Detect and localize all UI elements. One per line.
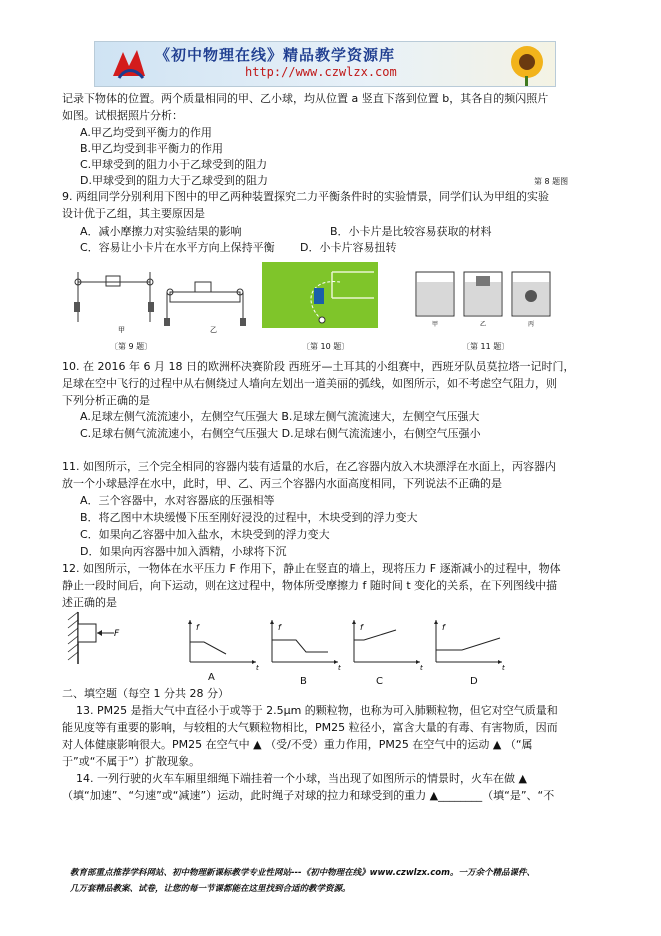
q11-line2: 放一个小球悬浮在水中，此时，甲、乙、丙三个容器内水面高度相同，下列说法不正确的是 bbox=[62, 477, 502, 490]
q10-line1: 10. 在 2016 年 6 月 18 日的欧洲杯决赛阶段 西班牙—土耳其的小组赛中，西班牙队员莫拉塔一记时门， bbox=[62, 360, 575, 373]
footer-line2: 几万套精品教案、试卷，让您的每一节课都能在这里找到合适的教学资源。 bbox=[70, 884, 351, 894]
q8-option-a: A.甲乙均受到平衡力的作用 bbox=[80, 126, 212, 139]
svg-text:f: f bbox=[442, 623, 445, 632]
q9-option-a: A．减小摩擦力对实验结果的影响 bbox=[80, 225, 242, 238]
q12-graph-label-d: D bbox=[470, 676, 478, 687]
q11-option-b: B．将乙图中木块缓慢下压至刚好浸没的过程中，木块受到的浮力变大 bbox=[80, 511, 418, 524]
q9-line1: 9. 两组同学分别利用下图中的甲乙两种装置探究二力平衡条件时的实验情景，同学们认为甲组的实验 bbox=[62, 190, 549, 203]
q8-option-c: C.甲球受到的阻力小于乙球受到的阻力 bbox=[80, 158, 268, 171]
q12-graph-a bbox=[186, 618, 262, 672]
fig11-sub-yi: 乙 bbox=[480, 321, 487, 328]
q12-graph-b bbox=[268, 618, 344, 672]
site-logo-icon bbox=[109, 46, 149, 82]
banner-title: 《初中物理在线》精品教学资源库 bbox=[155, 46, 396, 64]
fig9-sub-jia: 甲 bbox=[118, 326, 125, 334]
fig10-label: 〔第 10 题〕 bbox=[302, 342, 350, 351]
q14-line1: 14. 一列行驶的火车车厢里细绳下端挂着一个小球，当出现了如图所示的情景时，火车在做 ▲ bbox=[76, 772, 527, 785]
q12-force-label: F bbox=[114, 629, 120, 639]
q12-graph-label-b: B bbox=[300, 676, 307, 687]
q9-option-c: C．容易让小卡片在水平方向上保持平衡 bbox=[80, 241, 275, 254]
fig11-label: 〔第 11 题〕 bbox=[462, 342, 510, 351]
fig11-containers bbox=[412, 264, 552, 330]
q12-line2: 静止一段时间后，向下运动，则在这过程中，物体所受摩擦力 f 随时间 t 变化的关系，在下列图线中描 bbox=[62, 579, 558, 592]
q8-option-b: B.甲乙均受到非平衡力的作用 bbox=[80, 142, 224, 155]
q10-line3: 下列分析正确的是 bbox=[62, 394, 150, 407]
q11-option-d: D．如果向丙容器中加入酒精，小球将下沉 bbox=[80, 545, 287, 558]
q11-line1: 11. 如图所示，三个完全相同的容器内装有适量的水后，在乙容器内放入木块漂浮在水面上，丙容器内 bbox=[62, 460, 556, 473]
q10-options-ab: A.足球左侧气流流速小，左侧空气压强大 B.足球左侧气流流速大，左侧空气压强大 bbox=[80, 410, 480, 423]
footer-line1: 教育部重点推荐学科网站、初中物理新课标教学专业性网站---《初中物理在线》www.czwlzx.com。一万余个精品课件、 bbox=[70, 868, 535, 878]
q12-graph-c bbox=[350, 618, 426, 672]
q9-option-d: D．小卡片容易扭转 bbox=[300, 241, 397, 254]
q12-graph-label-a: A bbox=[208, 672, 215, 683]
svg-text:f: f bbox=[196, 623, 199, 632]
q12-line3: 述正确的是 bbox=[62, 596, 117, 609]
q10-options-cd: C.足球右侧气流流速小，右侧空气压强大 D.足球右侧气流流速小，右侧空气压强小 bbox=[80, 427, 481, 440]
fig10-pitch-image bbox=[262, 262, 378, 328]
q14-line2: （填“加速”、“匀速”或“减速”）运动，此时绳子对球的拉力和球受到的重力 ▲________（填“是”、“不 bbox=[62, 789, 555, 802]
q12-line1: 12. 如图所示，一物体在水平压力 F 作用下，静止在竖直的墙上，现将压力 F 逐渐减小的过程中，物体 bbox=[62, 562, 561, 575]
q13-line4: 于”或“不属于”）扩散现象。 bbox=[62, 755, 201, 768]
q8-line1: 记录下物体的位置。两个质量相同的甲、乙小球，均从位置 a 竖直下落到位置 b，其各自的频闪照片 bbox=[62, 92, 549, 105]
header-banner bbox=[94, 41, 556, 87]
q13-line3: 对人体健康影响很大。PM25 在空气中 ▲ （受/不受）重力作用，PM25 在空气中的运动 ▲ （“属 bbox=[62, 738, 533, 751]
fig11-sub-jia: 甲 bbox=[432, 321, 439, 328]
q9-line2: 设计优于乙组，其主要原因是 bbox=[62, 207, 205, 220]
svg-text:t: t bbox=[502, 664, 505, 672]
fig9-sub-yi: 乙 bbox=[210, 326, 217, 334]
svg-text:t: t bbox=[420, 664, 423, 672]
q10-line2: 足球在空中飞行的过程中从右侧绕过人墙向左划出一道美丽的弧线，如图所示，如不考虑空气阻力，则 bbox=[62, 377, 557, 390]
q12-graph-label-c: C bbox=[376, 676, 383, 687]
q8-line2: 如图。试根据照片分析： bbox=[62, 109, 183, 122]
banner-url: http://www.czwlzx.com bbox=[245, 65, 397, 79]
q12-wall-diagram bbox=[64, 608, 124, 668]
q8-figure-caption: 第 8 题图 bbox=[534, 177, 569, 186]
fig11-sub-bing: 丙 bbox=[528, 321, 535, 328]
fig9-apparatus bbox=[70, 262, 250, 334]
svg-text:t: t bbox=[338, 664, 341, 672]
q11-option-a: A．三个容器中，水对容器底的压强相等 bbox=[80, 494, 275, 507]
q12-graph-d bbox=[432, 618, 508, 672]
fig9-label: 〔第 9 题〕 bbox=[110, 342, 153, 351]
q8-option-d: D.甲球受到的阻力大于乙球受到的阻力 bbox=[80, 174, 268, 187]
q13-line2: 能见度等有重要的影响，与较粗的大气颗粒物相比，PM25 粒径小，富含大量的有毒、有害物质，因而 bbox=[62, 721, 558, 734]
svg-text:f: f bbox=[278, 623, 281, 632]
svg-text:f: f bbox=[360, 623, 363, 632]
q13-line1: 13. PM25 是指大气中直径小于或等于 2.5μm 的颗粒物，也称为可入肺颗粒物，但它对空气质量和 bbox=[76, 704, 558, 717]
q11-option-c: C．如果向乙容器中加入盐水，木块受到的浮力变大 bbox=[80, 528, 330, 541]
svg-text:t: t bbox=[256, 664, 259, 672]
section-heading: 二、填空题（每空 1 分共 28 分） bbox=[62, 687, 229, 700]
sunflower-icon bbox=[497, 42, 555, 86]
q9-option-b: B．小卡片是比较容易获取的材料 bbox=[330, 225, 492, 238]
